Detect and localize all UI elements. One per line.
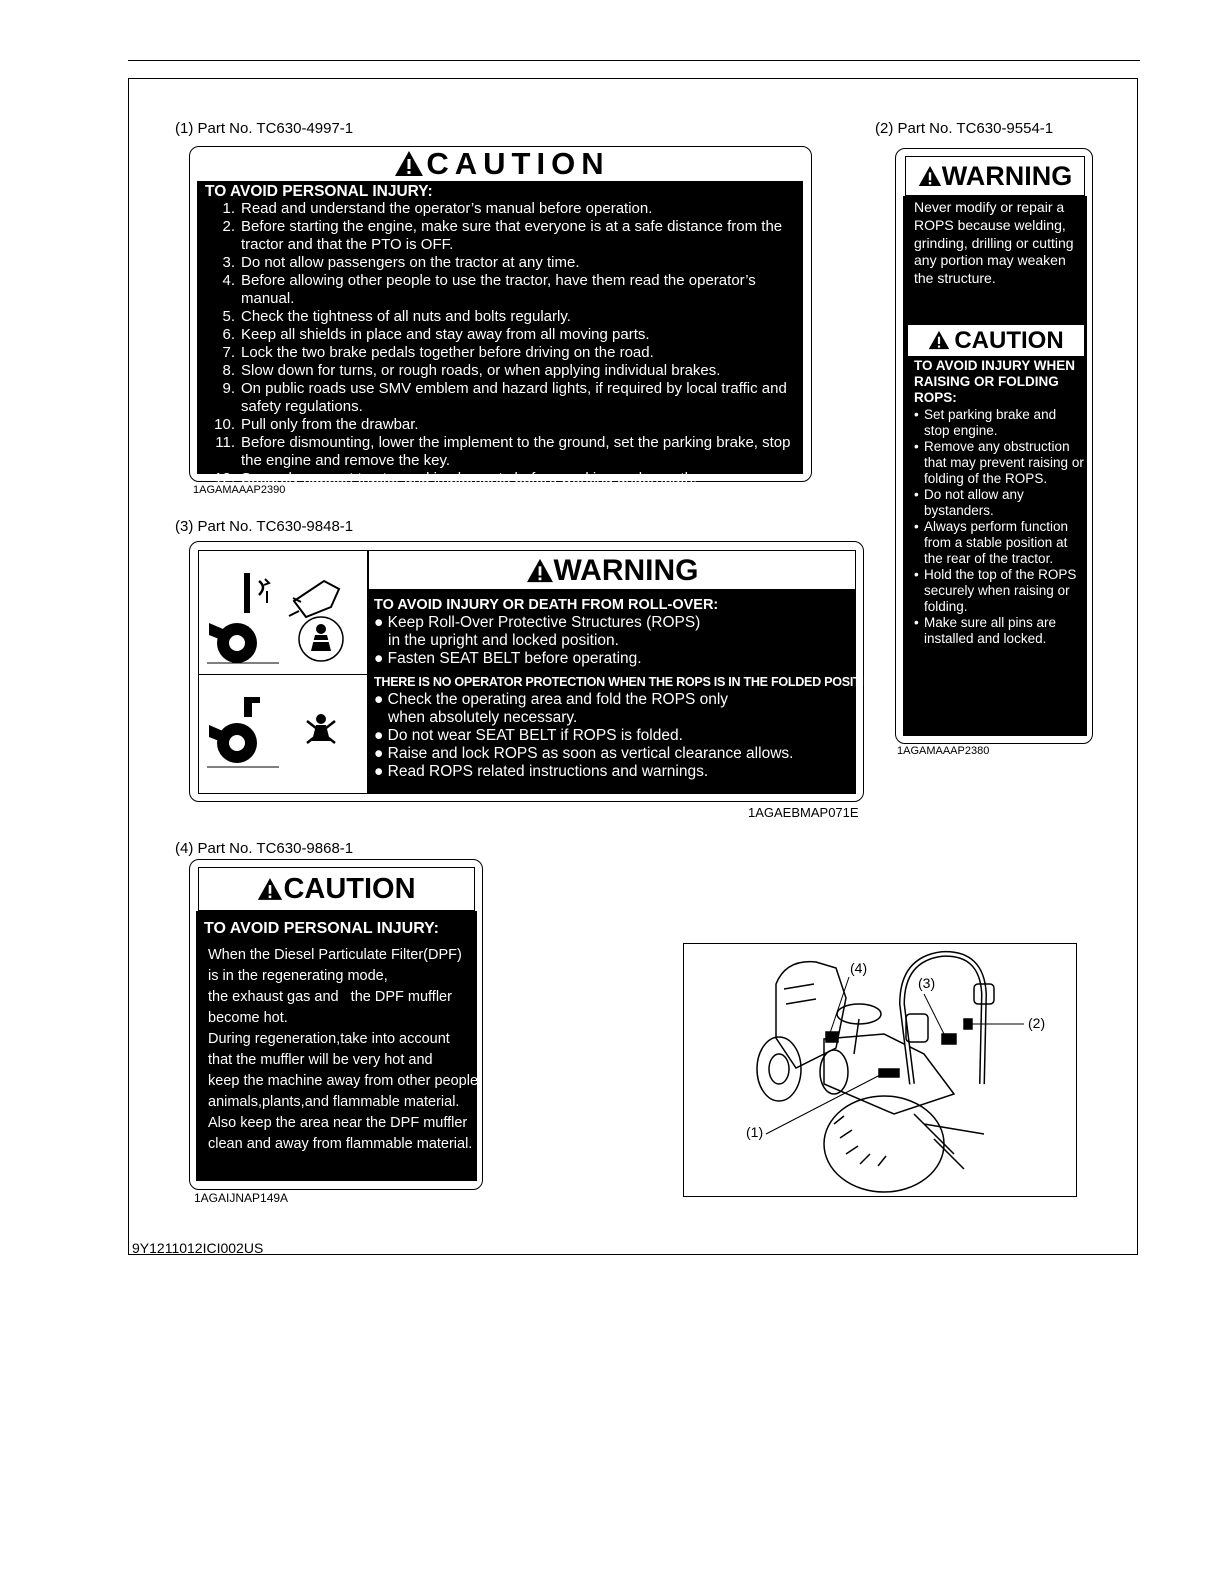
decal-1-heading: TO AVOID PERSONAL INJURY: <box>205 183 433 200</box>
decal-3-heading-1: TO AVOID INJURY OR DEATH FROM ROLL-OVER: <box>374 597 719 613</box>
decal-3-heading-2: THERE IS NO OPERATOR PROTECTION WHEN THE ROPS IS IN THE FOLDED POSITION: <box>374 675 886 689</box>
decal-2-warning-message: Never modify or repair a ROPS because welding, grinding, drilling or cutting any portion may weaken the structure. <box>914 199 1074 287</box>
list-item: • Remove any obstruction that may prevent raising or folding of the ROPS. <box>914 439 1084 486</box>
decal-3-bullet-cont: in the upright and locked position. <box>388 632 619 649</box>
decal-4-line: the exhaust gas and the DPF muffler <box>208 989 452 1005</box>
list-item: 8. Slow down for turns, or rough roads, or when applying individual brakes. <box>222 362 721 379</box>
list-item: • Set parking brake and stop engine. <box>914 407 1057 438</box>
decal-3-title-text: WARNING <box>553 554 699 587</box>
decal-2-caution-text: CAUTION <box>954 327 1064 354</box>
warning-triangle-icon <box>257 877 283 901</box>
decal-3-bullet: ● Do not wear SEAT BELT if ROPS is folded. <box>374 727 683 744</box>
top-rule <box>128 60 1140 61</box>
decal-3-divider <box>198 674 368 675</box>
list-item: 5. Check the tightness of all nuts and bolts regularly. <box>222 308 571 325</box>
part-label-4: (4) Part No. TC630-9868-1 <box>175 840 354 857</box>
callout-4: (4) <box>850 960 868 976</box>
rops-folded-pictogram-icon <box>199 675 367 795</box>
decal-2-caution-heading: TO AVOID INJURY WHEN RAISING OR FOLDING ROPS: <box>914 358 1076 405</box>
decal-3-bullet-cont: when absolutely necessary. <box>388 709 578 726</box>
decal-4-title-text: CAUTION <box>283 873 416 905</box>
list-item: 4. Before allowing other people to use the tractor, have them read the operator’s manual. <box>222 272 756 307</box>
callout-2: (2) <box>1028 1015 1046 1031</box>
decal-1-list <box>205 200 795 488</box>
list-item: 1. Read and understand the operator’s manual before operation. <box>222 200 653 217</box>
decal-3-code: 1AGAEBMAP071E <box>748 805 859 820</box>
decal-4-title <box>198 867 475 911</box>
list-item: 10. Pull only from the drawbar. <box>214 416 419 433</box>
decal-2-warning-text: WARNING <box>941 161 1073 191</box>
decal-1-body <box>197 181 803 487</box>
decal-2-warning-title <box>905 156 1085 196</box>
decal-3-bullet: ● Read ROPS related instructions and warnings. <box>374 763 709 780</box>
warning-triangle-icon <box>394 150 424 177</box>
decal-4-line: During regeneration,take into account <box>208 1031 450 1047</box>
decal-4-line: When the Diesel Particulate Filter(DPF) <box>208 947 462 963</box>
decal-4-code: 1AGAIJNAP149A <box>194 1191 289 1205</box>
part-label-2: (2) Part No. TC630-9554-1 <box>875 120 1054 137</box>
decal-3-bullet: ● Fasten SEAT BELT before operating. <box>374 650 642 667</box>
warning-triangle-icon <box>918 165 942 187</box>
callout-3: (3) <box>918 975 936 991</box>
decal-3-bullet: ● Keep Roll-Over Protective Structures (ROPS) <box>374 614 701 631</box>
callout-1: (1) <box>746 1124 764 1140</box>
decal-4-line: Also keep the area near the DPF muffler <box>208 1115 468 1131</box>
decal-4-heading: TO AVOID PERSONAL INJURY: <box>204 920 439 937</box>
list-item: 12. Securely support tractor and implements before working underneath. <box>214 470 698 487</box>
list-item: 11. Before dismounting, lower the implement to the ground, set the parking brake, stop the engine and remove the key. <box>215 434 791 469</box>
decal-2-bullets <box>914 407 1084 647</box>
decal-2-caution-title <box>908 325 1084 356</box>
decal-3-bullet: ● Check the operating area and fold the ROPS only <box>374 691 729 708</box>
list-item: • Always perform function from a stable position at the rear of the tractor. <box>914 519 1069 566</box>
decal-4-line: become hot. <box>208 1010 288 1026</box>
list-item: • Make sure all pins are installed and locked. <box>914 615 1057 646</box>
tractor-location-diagram <box>683 943 1077 1197</box>
decal-3-bullet: ● Raise and lock ROPS as soon as vertical clearance allows. <box>374 745 794 762</box>
list-item: 6. Keep all shields in place and stay away from all moving parts. <box>222 326 650 343</box>
list-item: 2. Before starting the engine, make sure that everyone is at a safe distance from the tractor and that the PTO is OFF. <box>222 218 783 253</box>
list-item: 7. Lock the two brake pedals together before driving on the road. <box>222 344 654 361</box>
part-label-1: (1) Part No. TC630-4997-1 <box>175 120 354 137</box>
decal-4-line: clean and away from flammable material. <box>208 1136 473 1152</box>
list-item: 3. Do not allow passengers on the tractor at any time. <box>222 254 580 271</box>
decal-1-title <box>200 147 804 181</box>
decal-4-line: keep the machine away from other people, <box>208 1073 483 1089</box>
decal-2-code: 1AGAMAAAP2380 <box>897 745 990 757</box>
decal-3-body <box>368 590 886 794</box>
decal-4-line: that the muffler will be very hot and <box>208 1052 433 1068</box>
part-label-3: (3) Part No. TC630-9848-1 <box>175 518 354 535</box>
decal-1-code: 1AGAMAAAP2390 <box>193 484 286 496</box>
rops-upright-pictogram-icon <box>199 551 367 673</box>
decal-4-line: is in the regenerating mode, <box>208 968 388 984</box>
decal-4-body <box>196 911 483 1181</box>
list-item: 9. On public roads use SMV emblem and hazard lights, if required by local traffic and safety regulations. <box>222 380 787 415</box>
tractor-illustration-icon <box>684 944 1076 1196</box>
decal-1-title-text: CAUTION <box>426 146 610 181</box>
list-item: • Hold the top of the ROPS securely when raising or folding. <box>914 567 1077 614</box>
footer-code: 9Y1211012ICI002US <box>132 1240 264 1256</box>
list-item: • Do not allow any bystanders. <box>914 487 1024 518</box>
warning-triangle-icon <box>928 330 950 350</box>
decal-4-line: animals,plants,and flammable material. <box>208 1094 460 1110</box>
warning-triangle-icon <box>526 558 554 583</box>
decal-3-pictograms <box>198 550 368 794</box>
decal-3-title <box>368 550 856 590</box>
